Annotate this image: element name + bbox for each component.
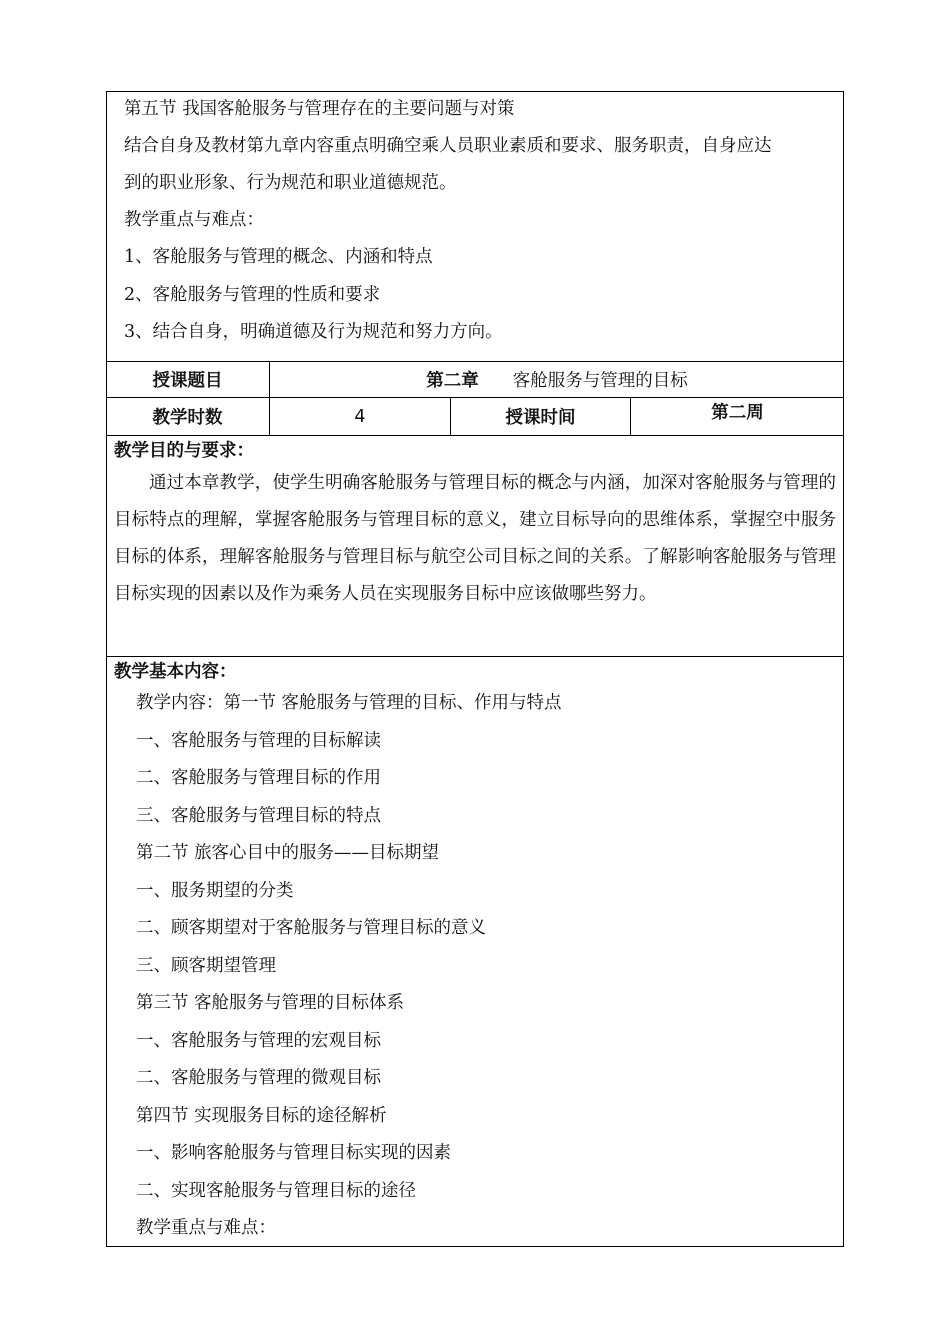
list-item: 3、结合自身，明确道德及行为规范和努力方向。 [124,322,503,342]
list-item: 1、客舱服务与管理的概念、内涵和特点 [124,247,433,267]
text-line: 结合自身及教材第九章内容重点明确空乘人员职业素质和要求、服务职责，自身应达 [124,136,772,156]
hours-label: 教学时数 [152,408,223,428]
objectives-heading: 教学目的与要求： [114,441,254,461]
section-title-line: 第五节 我国客舱服务与管理存在的主要问题与对策 [124,99,515,119]
time-value: 第二周 [711,402,764,423]
content-line: 一、客舱服务与管理的宏观目标 [136,1030,381,1051]
hours-value: 4 [354,406,366,427]
topic-title: 客舱服务与管理的目标 [512,371,688,391]
content-heading: 教学基本内容： [114,662,237,682]
content-line: 二、顾客期望对于客舱服务与管理目标的意义 [136,918,486,938]
text-line: 到的职业形象、行为规范和职业道德规范。 [124,173,457,193]
content-line: 第三节 客舱服务与管理的目标体系 [136,993,405,1013]
content-line: 三、客舱服务与管理目标的特点 [136,805,381,826]
content-line: 一、服务期望的分类 [136,880,294,901]
topic-label: 授课题目 [152,371,223,391]
key-points-heading: 教学重点与难点： [124,210,264,230]
topic-chapter: 第二章 [426,371,479,391]
row-divider [106,656,844,657]
content-line: 二、实现客舱服务与管理目标的途径 [136,1180,416,1201]
content-line: 一、客舱服务与管理的目标解读 [136,730,381,751]
content-line: 三、顾客期望管理 [136,955,276,976]
time-label: 授课时间 [505,408,576,428]
topic-value [270,362,844,397]
content-line: 二、客舱服务与管理的微观目标 [136,1068,381,1088]
content-line: 教学内容：第一节 客舱服务与管理的目标、作用与特点 [136,693,562,713]
list-item: 2、客舱服务与管理的性质和要求 [124,285,381,305]
content-line: 一、影响客舱服务与管理目标实现的因素 [136,1143,451,1163]
content-line: 二、客舱服务与管理目标的作用 [136,768,381,788]
objectives-body: 通过本章教学，使学生明确客舱服务与管理目标的概念与内涵，加深对客舱服务与管理的目标特点的理解，掌握客舱服务与管理目标的意义，建立目标导向的思维体系，掌握空中服务目标的体系，理解客舱服务与管理目标与航空公司目标之间的关系。了解影响客舱服务与管理目标实现的因素以及作为乘务人员在实现服务目标中应该做哪些努力。 [114,473,836,604]
content-line: 第四节 实现服务目标的途径解析 [136,1105,387,1126]
content-line: 教学重点与难点： [136,1218,276,1238]
content-line: 第二节 旅客心目中的服务——目标期望 [136,843,440,863]
row-divider [106,435,844,436]
